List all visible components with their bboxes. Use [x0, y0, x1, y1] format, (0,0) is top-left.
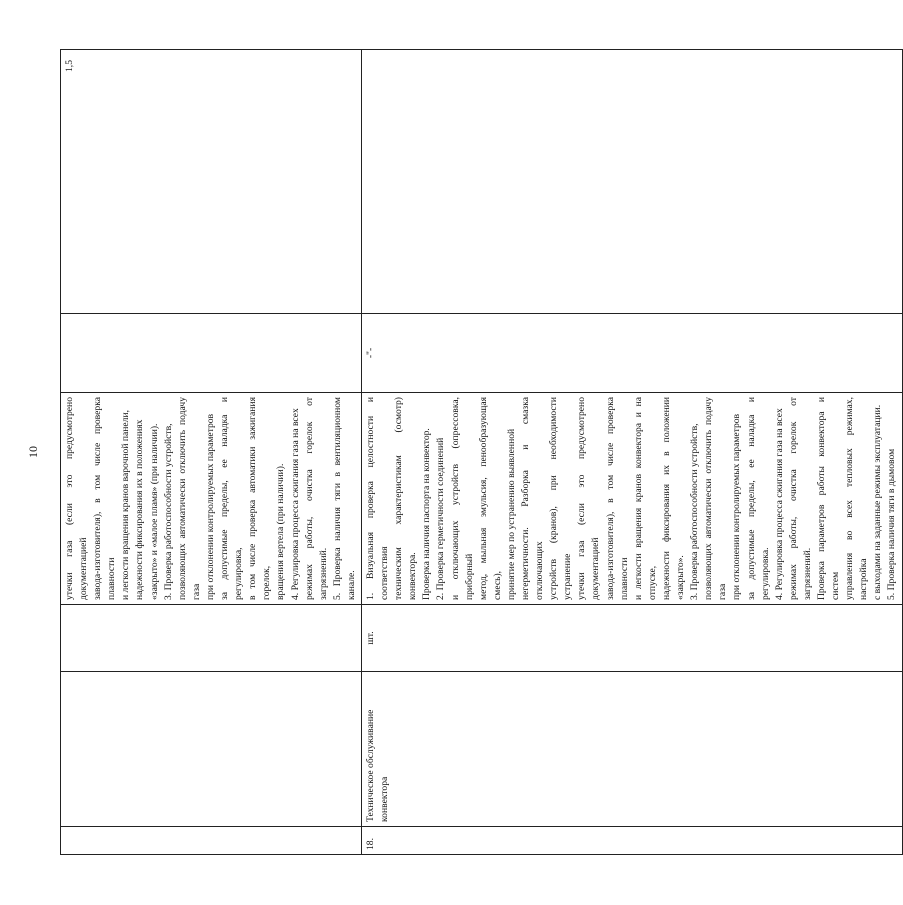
work-line: за допустимые пределы, ее наладка и регулировка, — [219, 397, 245, 600]
work-line: метод, мыльная эмульсия, пенообразующая смесь), — [477, 397, 503, 600]
cell-unit-empty — [61, 605, 362, 672]
work-line: и легкости вращения кранов варочной панели, — [120, 410, 132, 600]
services-table-container — [60, 50, 898, 855]
work-line: режимах работы, очистка горелок от загрязнений. — [303, 397, 329, 600]
work-line: вращения вертела (при наличии). — [275, 463, 287, 600]
work-line: 1. Визуальная проверка целостности и соответствия — [364, 397, 391, 600]
work-line: при отклонении контролируемых параметров — [731, 413, 743, 600]
cell-price-empty — [361, 50, 902, 314]
cell-number-empty — [61, 827, 362, 855]
cell-work-list — [361, 393, 902, 605]
work-line: негерметичности. Разборка и смазка отключающих — [520, 397, 546, 600]
page-number: 10 — [26, 446, 40, 458]
work-line: 4. Регулировка процесса сжигания газа на всех — [289, 408, 301, 600]
work-line: 3. Проверка работоспособности устройств, — [162, 423, 174, 600]
cell-service-name: Техническое обслуживание конвектора — [361, 672, 902, 827]
work-line: 5. Проверка наличия тяги в дымовом — [886, 448, 898, 600]
work-line: надежности фиксирования их в положениях — [134, 419, 146, 600]
work-line: при отклонении контролируемых параметров — [204, 413, 216, 600]
work-line: позволяющих автоматически отключить подачу газа — [176, 397, 202, 600]
work-list — [364, 397, 900, 600]
cell-row-number: 18. — [361, 827, 902, 855]
work-line: позволяющих автоматически отключить подачу газа — [703, 397, 729, 600]
work-line: надежности фиксирования их в положении «закрыто». — [660, 397, 687, 600]
cell-quantity: -"- — [361, 314, 902, 393]
cell-qty-empty — [61, 314, 362, 393]
work-line: «закрыто» и «малое пламя» (при наличии). — [148, 423, 160, 600]
work-line: техническим характеристикам (осмотр) конвектора. — [393, 397, 419, 600]
work-line: принятие мер по устранению выявленной — [505, 428, 517, 600]
work-line: Проверка наличия паспорта на конвектор. — [421, 428, 433, 600]
work-line: 2. Проверка герметичности соединений — [435, 437, 447, 600]
cell-price: 1,5 — [61, 50, 362, 314]
services-table — [60, 49, 903, 855]
work-line: в том числе проверка автоматики зажигания горелок, — [247, 397, 273, 600]
work-line: управления во всех тепловых режимах, настройка — [844, 397, 870, 600]
table-row-18 — [361, 50, 902, 855]
table-row-continuation — [61, 50, 362, 855]
work-line: Проверка параметров работы конвектора и систем — [815, 397, 842, 600]
work-line: за допустимые пределы, ее наладка и регулировка. — [745, 397, 771, 600]
cell-work-list-continued — [61, 393, 362, 605]
work-line: утечки газа (если это предусмотрено документацией — [576, 397, 602, 600]
work-line: и легкости вращения кранов конвектора и на отпуске, — [632, 397, 658, 600]
work-line: и отключающих устройств (опрессовка, приборный — [449, 397, 475, 600]
cell-service-empty — [61, 672, 362, 827]
work-line: 3. Проверка работоспособности устройств, — [689, 423, 701, 600]
work-line: 4. Регулировка процесса сжигания газа на всех — [773, 408, 785, 600]
work-line: режимах работы, очистка горелок от загрязнений. — [787, 397, 813, 600]
work-line: утечки газа (если это предусмотрено документацией — [64, 397, 90, 600]
cell-unit: шт. — [361, 605, 902, 672]
work-line: устройств (кранов), при необходимости устранение — [548, 397, 574, 600]
work-line: завода-изготовителя), в том числе проверка плавности — [92, 397, 118, 600]
work-line: с выходами на заданные режимы эксплуатации. — [872, 404, 884, 600]
work-list — [63, 397, 359, 600]
work-line: 5. Проверка наличия тяги в вентиляционном канале. — [331, 397, 357, 600]
work-line: завода-изготовителя), в том числе проверка плавности — [604, 397, 630, 600]
